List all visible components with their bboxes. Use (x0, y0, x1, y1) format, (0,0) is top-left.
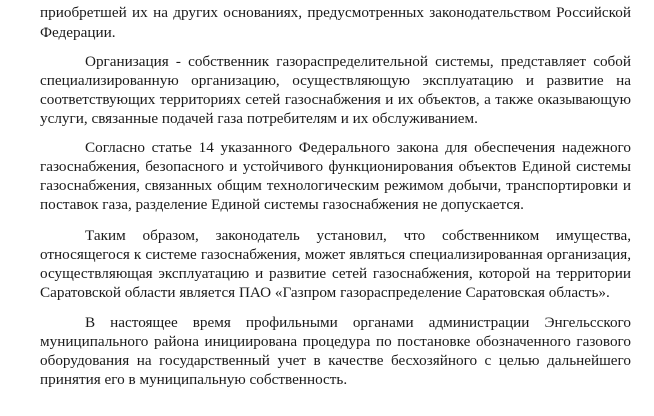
text-line: Саратовской области является ПАО «Газпром газораспределение Саратовская область». (40, 284, 610, 301)
text-line: Федерации. (40, 24, 116, 41)
text-line: относящегося к системе газоснабжения, может являться специализированная организация, (40, 246, 631, 263)
text-line: В настоящее время профильными органами администрации Энгельсского (85, 314, 631, 331)
text-line: поставок газа, разделение Единой системы газоснабжения не допускается. (40, 196, 524, 213)
text-line: Согласно статье 14 указанного Федерального закона для обеспечения надежного (85, 139, 631, 156)
text-line: осуществляющая эксплуатацию и развитие сетей газоснабжения, которой на территории (40, 265, 631, 282)
text-line: приобретшей их на других основаниях, предусмотренных законодательством Российской (40, 4, 631, 21)
text-line: газоснабжения, безопасного и устойчивого функционирования объектов Единой системы (40, 158, 631, 175)
text-line: Организация - собственник газораспределительной системы, представляет собой (85, 53, 631, 70)
text-line: специализированную организацию, осуществляющую эксплуатацию и развитие на (40, 72, 631, 89)
text-line: оборудования на государственный учет в качестве бесхозяйного с целью дальнейшего (40, 352, 631, 369)
text-line: муниципального района инициирована процедура по постановке обозначенного газового (40, 333, 631, 350)
text-line: принятия его в муниципальную собственность. (40, 371, 348, 388)
text-line: Таким образом, законодатель установил, что собственником имущества, (85, 227, 631, 244)
text-line: соответствующих территориях сетей газоснабжения и их объектов, а также оказывающую (40, 91, 631, 108)
text-line: услуги, связанные подачей газа потребителям и их обслуживанием. (40, 110, 478, 127)
text-line: газоснабжения, связанных общим технологическим режимом добычи, транспортировки и (40, 177, 631, 194)
